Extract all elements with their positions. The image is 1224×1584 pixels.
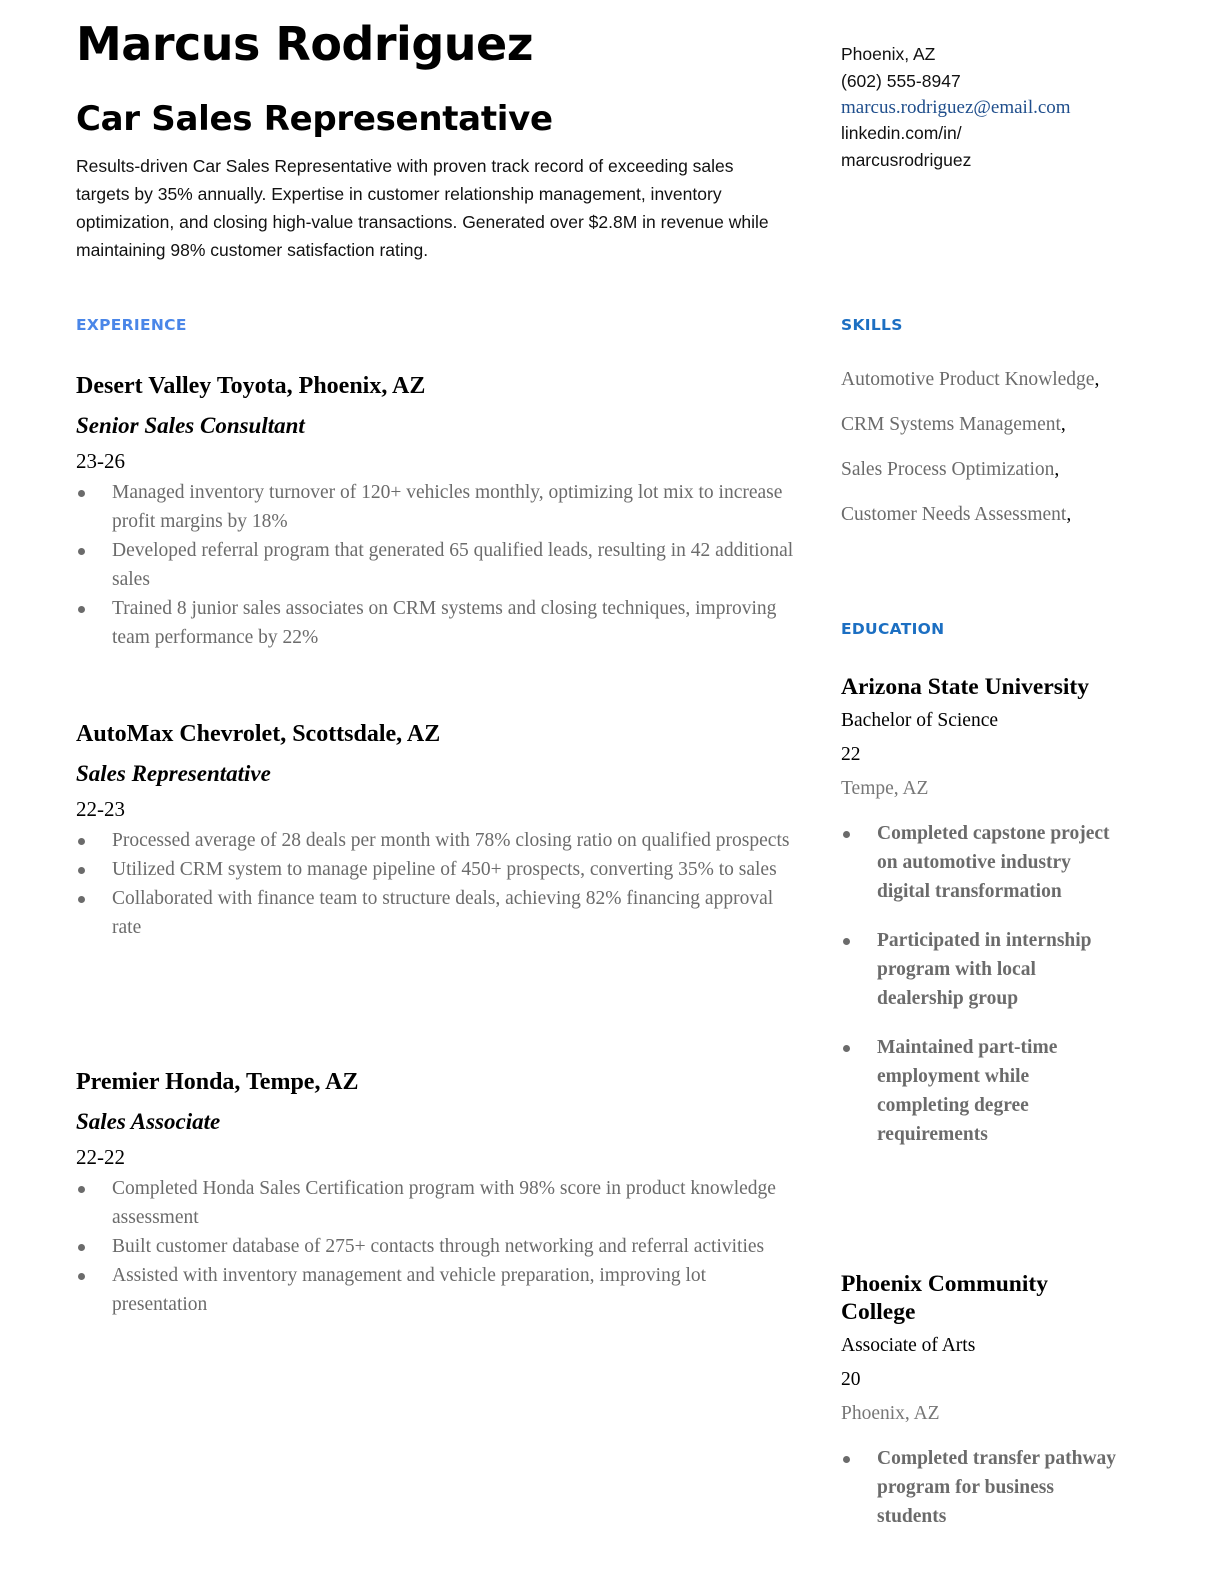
school-location: Tempe, AZ [841,778,929,799]
skill-separator: , [1060,414,1066,435]
job-title: Car Sales Representative [76,99,553,139]
school-location: Phoenix, AZ [841,1403,940,1424]
skill-item [841,368,1131,391]
job-dates: 23-26 [76,449,125,473]
bullet-icon [843,1456,850,1463]
bullet-text: Collaborated with finance team to structure deals, achieving 82% financing approval rate [112,888,774,938]
bullet-item [76,594,796,652]
professional-summary: Results-driven Car Sales Representative with proven track record of exceeding sales targets by 35% annually. Expertise in customer relationship management, inventory optimization, and closing high-value transactions. Generated over $2.8M in revenue while maintaining 98% customer satisfaction rating. [76,156,769,260]
company-name: Desert Valley Toyota, Phoenix, AZ [76,373,426,399]
education-bullets [841,1444,1121,1531]
bullet-item [841,926,1121,1013]
job-dates: 22-23 [76,797,125,821]
skill-item [841,413,1131,436]
job-bullets [76,478,796,652]
skill-separator: , [1054,459,1060,480]
skill-text: Sales Process Optimization [841,459,1055,480]
skill-item [841,458,1131,481]
education-heading: EDUCATION [841,620,945,638]
company-name: AutoMax Chevrolet, Scottsdale, AZ [76,721,441,747]
skill-text: Customer Needs Assessment [841,504,1067,525]
job-role: Senior Sales Consultant [76,413,305,438]
bullet-text: Processed average of 28 deals per month with 78% closing ratio on qualified prospects [112,830,790,851]
bullet-icon [78,1273,85,1280]
linkedin-line-2: marcusrodriguez [841,150,972,170]
bullet-icon [78,606,85,613]
skill-item [841,503,1131,526]
contact-linkedin[interactable] [841,120,1131,174]
bullet-item [76,884,796,942]
bullet-icon [78,867,85,874]
bullet-item [841,1033,1121,1149]
linkedin-line-1: linkedin.com/in/ [841,123,962,143]
bullet-text: Developed referral program that generated 65 qualified leads, resulting in 42 additional sales [112,540,794,590]
bullet-icon [78,490,85,497]
contact-info [841,14,1131,174]
contact-phone: (602) 555-8947 [841,71,961,91]
bullet-item [76,536,796,594]
job-bullets [76,1174,796,1319]
bullet-text: Completed transfer pathway program for business students [877,1448,1117,1527]
bullet-text: Completed Honda Sales Certification program with 98% score in product knowledge assessment [112,1178,776,1228]
degree: Bachelor of Science [841,710,999,731]
company-name: Premier Honda, Tempe, AZ [76,1069,359,1095]
bullet-text: Trained 8 junior sales associates on CRM systems and closing techniques, improving team performance by 22% [112,598,777,648]
bullet-icon [843,938,850,945]
bullet-text: Maintained part-time employment while completing degree requirements [877,1037,1058,1145]
bullet-icon [78,838,85,845]
education-entry [841,1270,1121,1551]
job-role: Sales Associate [76,1109,221,1134]
skill-text: CRM Systems Management [841,414,1061,435]
experience-entry [76,1066,796,1319]
graduation-year: 22 [841,744,861,765]
job-bullets [76,826,796,942]
skill-separator: , [1094,369,1100,390]
bullet-item [841,819,1121,906]
degree: Associate of Arts [841,1335,976,1356]
bullet-text: Participated in internship program with local dealership group [877,930,1092,1009]
bullet-item [76,1232,796,1261]
school-name: Phoenix Community College [841,1271,1048,1325]
experience-entry [76,370,796,652]
bullet-icon [78,896,85,903]
bullet-icon [78,1186,85,1193]
skills-list [841,368,1131,548]
bullet-item [76,826,796,855]
bullet-icon [78,1244,85,1251]
job-role: Sales Representative [76,761,271,786]
bullet-text: Utilized CRM system to manage pipeline of 450+ prospects, converting 35% to sales [112,859,777,880]
bullet-text: Managed inventory turnover of 120+ vehicles monthly, optimizing lot mix to increase profit margins by 18% [112,482,783,532]
education-entry [841,673,1121,1169]
education-bullets [841,819,1121,1149]
experience-heading: EXPERIENCE [76,316,187,334]
bullet-item [76,478,796,536]
skills-heading: SKILLS [841,316,903,334]
bullet-text: Assisted with inventory management and vehicle preparation, improving lot presentation [112,1265,707,1315]
bullet-icon [843,831,850,838]
bullet-item [76,855,796,884]
bullet-icon [843,1045,850,1052]
bullet-item [841,1444,1121,1531]
bullet-item [76,1174,796,1232]
resume-header [76,14,786,264]
bullet-text: Built customer database of 275+ contacts through networking and referral activities [112,1236,765,1257]
experience-entry [76,718,796,942]
skill-text: Automotive Product Knowledge [841,369,1095,390]
contact-email-link[interactable]: marcus.rodriguez@email.com [841,97,1071,118]
job-dates: 22-22 [76,1145,125,1169]
skill-separator: , [1066,504,1072,525]
contact-location: Phoenix, AZ [841,44,936,64]
graduation-year: 20 [841,1369,861,1390]
candidate-name: Marcus Rodriguez [76,17,533,71]
bullet-icon [78,548,85,555]
bullet-text: Completed capstone project on automotive industry digital transformation [877,823,1110,902]
bullet-item [76,1261,796,1319]
school-name: Arizona State University [841,674,1090,700]
